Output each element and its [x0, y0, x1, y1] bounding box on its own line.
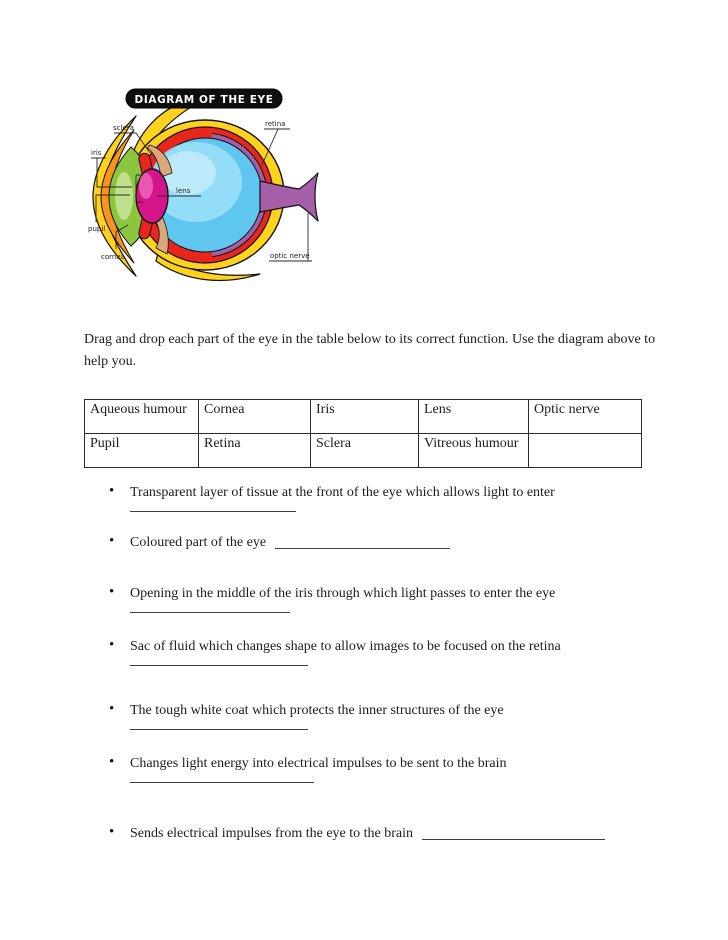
word-bank-cell[interactable]: Cornea	[199, 400, 311, 434]
question-text: Coloured part of the eye	[130, 535, 267, 550]
label-retina: retina	[265, 120, 286, 128]
question-item	[84, 585, 650, 613]
answer-blank[interactable]	[275, 536, 450, 549]
question-text: Sends electrical impulses from the eye to the brain	[130, 826, 414, 841]
label-cornea: cornea	[101, 253, 125, 261]
question-text: Sac of fluid which changes shape to allow images to be focused on the retina	[130, 639, 561, 654]
label-lens: lens	[176, 187, 191, 195]
answer-blank[interactable]	[130, 782, 314, 783]
word-bank-cell[interactable]: Sclera	[311, 434, 419, 468]
question-text: Transparent layer of tissue at the front of the eye which allows light to enter	[130, 485, 555, 500]
word-bank-cell[interactable]: Retina	[199, 434, 311, 468]
word-bank-row	[85, 400, 642, 434]
question-item	[84, 755, 650, 783]
answer-blank[interactable]	[130, 665, 308, 666]
question-list	[84, 484, 650, 842]
eye-diagram	[84, 85, 336, 291]
question-text: Opening in the middle of the iris through which light passes to enter the eye	[130, 586, 556, 601]
question-item	[84, 702, 650, 730]
word-bank-table	[84, 399, 642, 468]
eye-diagram-svg	[84, 85, 336, 291]
label-iris: iris	[91, 149, 102, 157]
answer-blank[interactable]	[422, 827, 605, 840]
word-bank-cell[interactable]: Pupil	[85, 434, 199, 468]
question-text: The tough white coat which protects the inner structures of the eye	[130, 703, 504, 718]
question-item	[84, 825, 650, 842]
diagram-title: DIAGRAM OF THE EYE	[134, 94, 274, 106]
instructions-text: Drag and drop each part of the eye in the table below to its correct function. Use the diagram above to help you.	[84, 332, 656, 369]
aqueous-highlight	[115, 172, 133, 220]
label-sclera: sclera	[113, 124, 134, 132]
word-bank-row	[85, 434, 642, 468]
word-bank-cell-empty	[529, 434, 642, 468]
answer-blank[interactable]	[130, 612, 290, 613]
question-item	[84, 638, 650, 666]
word-bank-cell[interactable]: Aqueous humour	[85, 400, 199, 434]
word-bank-cell[interactable]: Vitreous humour	[419, 434, 529, 468]
question-text: Changes light energy into electrical impulses to be sent to the brain	[130, 756, 507, 771]
lens-highlight	[139, 173, 153, 199]
word-bank-cell[interactable]: Iris	[311, 400, 419, 434]
question-item	[84, 484, 650, 512]
answer-blank[interactable]	[130, 511, 296, 512]
word-bank-cell[interactable]: Lens	[419, 400, 529, 434]
question-item	[84, 534, 650, 551]
word-bank-cell[interactable]: Optic nerve	[529, 400, 642, 434]
label-optic-nerve: optic nerve	[270, 252, 310, 260]
answer-blank[interactable]	[130, 729, 308, 730]
label-pupil: pupil	[88, 225, 106, 233]
